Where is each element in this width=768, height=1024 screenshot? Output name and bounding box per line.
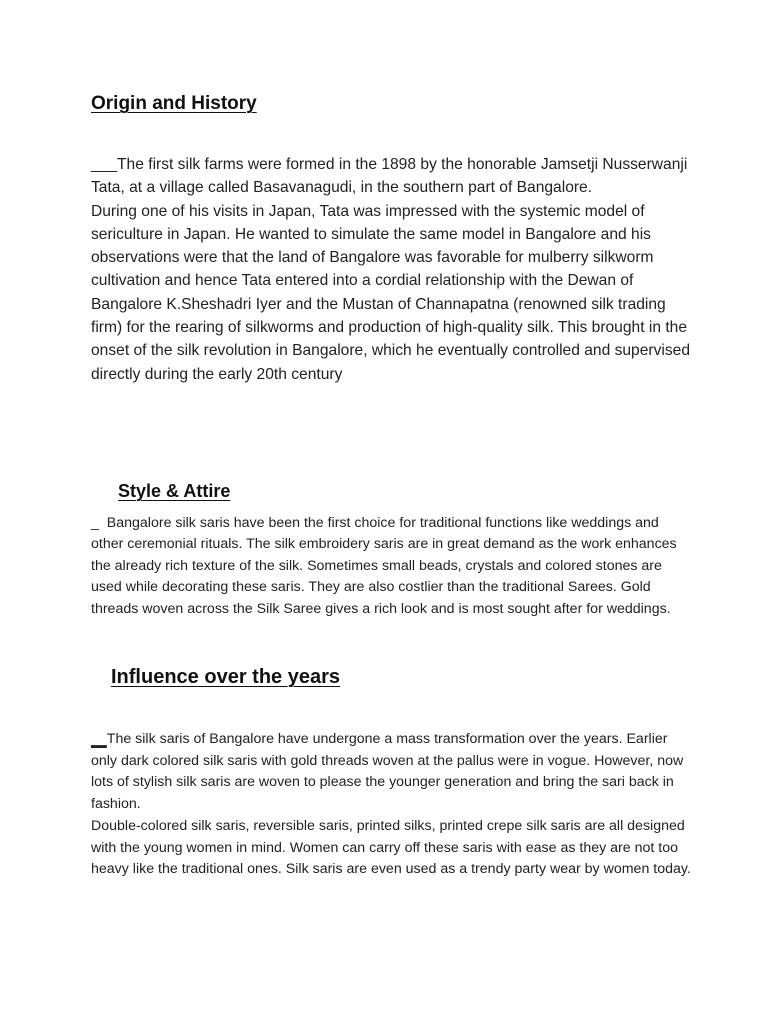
heading-influence-over-the-years: Influence over the years [111,666,340,688]
influence-text-block [91,729,691,881]
origin-text-block [91,153,691,386]
origin-paragraph-1-text: The first silk farms were formed in the 1898 by the honorable Jamsetji Nusserwanji Tata, at a village called Basavanagudi, in the southern part of Bangalore. [91,156,688,197]
influence-paragraph-1 [91,729,691,816]
origin-leader: ___ [91,156,118,173]
influence-paragraph-2: Double-colored silk saris, reversible saris, printed silks, printed crepe silk saris are all designed with the young women in mind. Women can carry off these saris with ease as they are not too heavy like the traditional ones. Silk saris are even used as a trendy party wear by women today. [91,817,691,878]
style-paragraph-1-text: Bangalore silk saris have been the first choice for traditional functions like weddings and other ceremonial rituals. The silk embroidery saris are in great demand as the work enhances the already rich texture of the silk. Sometimes small beads, crystals and colored stones are used while decorating these saris. They are also costlier than the traditional Sarees. Gold threads woven across the Silk Saree gives a rich look and is most sought after for weddings. [91,515,677,617]
style-leader: _ [91,515,99,531]
origin-paragraph-2: During one of his visits in Japan, Tata was impressed with the systemic model of sericulture in Japan. He wanted to simulate the same model in Bangalore and his observations were that the land of Bangalore was favorable for mulberry silkworm cultivation and hence Tata entered into a cordial relationship with the Dewan of Bangalore K.Sheshadri Iyer and the Mustan of Channapatna (renowned silk trading firm) for the rearing of silkworms and production of high-quality silk. This brought in the onset of the silk revolution in Bangalore, which he eventually controlled and supervised directly during the early 20th century [91,202,690,383]
heading-origin-and-history: Origin and History [91,93,257,114]
style-paragraph-1 [91,513,691,620]
origin-paragraph-1 [91,153,691,200]
heading-style-and-attire: Style & Attire [118,481,231,501]
influence-paragraph-1-text: The silk saris of Bangalore have undergone a mass transformation over the years. Earlier only dark colored silk saris with gold threads woven at the pallus were in vogue. However, now lots of stylish silk saris are woven to please the younger generation and bring the sari back in fashion. [91,731,684,813]
influence-leader: __ [91,731,107,747]
style-text-block [91,513,691,620]
